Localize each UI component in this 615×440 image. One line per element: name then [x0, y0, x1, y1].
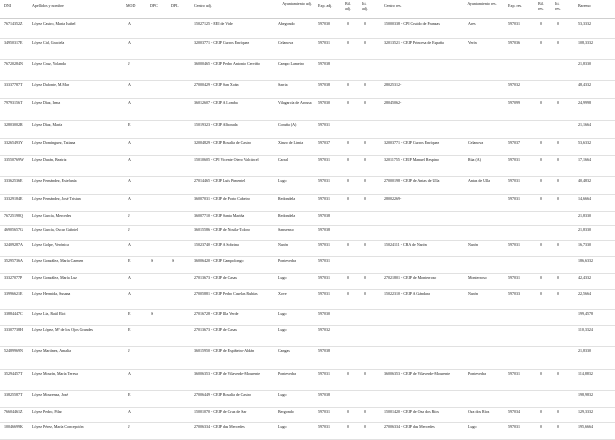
cell-exp-res: 597031 — [508, 276, 520, 280]
cell-exp-res: 597031 — [508, 197, 520, 201]
cell-bil-adj: 0 — [347, 425, 349, 429]
cell-bil-adj: 0 — [347, 410, 349, 414]
cell-name: Lóyez González, María Luz — [32, 276, 77, 280]
cell-dni: 33307738H — [4, 328, 23, 332]
cell-mod: J — [128, 214, 130, 218]
cell-exp-adj: 597031 — [318, 372, 330, 376]
cell-centro-res: 27000198 - CEIP de Antas de Ulla — [384, 179, 440, 183]
cell-mod: E — [128, 259, 131, 263]
cell-mod: A — [128, 179, 131, 183]
cell-ayto-adj: Cangas — [278, 349, 290, 353]
cell-iti-adj: 0 — [364, 158, 366, 162]
cell-ayto-adj: Vilagarcía de Arousa — [278, 101, 312, 105]
cell-baremo: 16,7330 — [578, 243, 591, 247]
cell-mod: J — [128, 62, 130, 66]
cell-dni: 79793156T — [4, 101, 23, 105]
cell-centro-adj: 36006420 - CEIP Campolongo — [194, 259, 244, 263]
cell-centro-adj: 36015586 - CEIP de Nosila-Toloro — [194, 228, 251, 232]
cell-bil-res: 0 — [540, 425, 542, 429]
cell-dni: 34950317E — [4, 41, 23, 45]
cell-ayto-adj: Sanxenxo — [278, 228, 294, 232]
table-row — [0, 390, 615, 408]
cell-iti-adj: 0 — [364, 83, 366, 87]
cell-iti-adj: 0 — [364, 197, 366, 201]
cell-iti-adj: 0 — [364, 410, 366, 414]
cell-exp-adj: 597031 — [318, 410, 330, 414]
cell-baremo: 42,4332 — [578, 276, 591, 280]
cell-mod: E — [128, 312, 131, 316]
cell-bil-adj: 0 — [347, 292, 349, 296]
cell-ayto-adj: Bergondo — [278, 410, 294, 414]
cell-baremo: 110,3324 — [578, 328, 593, 332]
table-row — [0, 309, 615, 326]
cell-iti-res: 0 — [557, 243, 559, 247]
cell-bil-res: 0 — [540, 141, 542, 145]
cell-centro-adj: 27016728 - CEIP Illa Verde — [194, 312, 239, 316]
cell-exp-adj: 597031 — [318, 179, 330, 183]
cell-centro-res: 27006334 - CEIP das Mercedes — [384, 425, 435, 429]
cell-exp-res: 597031 — [508, 179, 520, 183]
table-row — [0, 98, 615, 121]
table-row — [0, 59, 615, 81]
cell-bil-res: 0 — [540, 179, 542, 183]
cell-ayto-res: Lugo — [468, 425, 477, 429]
cell-bil-res: 0 — [540, 276, 542, 280]
cell-dni: 33550769W — [4, 158, 24, 162]
cell-bil-res: 0 — [540, 197, 542, 201]
cell-exp-res: 597031 — [508, 425, 520, 429]
cell-mod: J — [128, 425, 130, 429]
cell-centro-adj: 36007031 - CEIP de Porto Cabeiro — [194, 197, 250, 201]
cell-exp-adj: 597030 — [318, 101, 330, 105]
cell-dpc: S — [151, 259, 154, 263]
cell-centro-res: 15024111 - CRA de Narón — [384, 243, 427, 247]
cell-exp-adj: 597030 — [318, 22, 330, 26]
cell-mod: A — [128, 158, 131, 162]
cell-dni: 32409287A — [4, 243, 23, 247]
cell-name: Lóyez Díaz, María — [32, 123, 63, 127]
cell-bil-res: 0 — [540, 372, 542, 376]
cell-iti-res: 0 — [557, 410, 559, 414]
cell-exp-res: 597031 — [508, 372, 520, 376]
cell-ayto-adj: Lugo — [278, 393, 287, 397]
cell-bil-res: 0 — [540, 41, 542, 45]
cell-bil-adj: 0 — [347, 276, 349, 280]
col-header-iti-adj: Iti. adj. — [362, 1, 368, 11]
cell-iti-res: 0 — [557, 197, 559, 201]
cell-centro-adj: 27006334 - CEIP das Mercedes — [194, 425, 245, 429]
cell-exp-res: 597037 — [508, 141, 520, 145]
cell-ayto-res: Narón — [468, 243, 478, 247]
table-row — [0, 80, 615, 99]
cell-bil-adj: 0 — [347, 179, 349, 183]
cell-name: Lóyez Durán, Beatriz — [32, 158, 67, 162]
table-row — [0, 155, 615, 177]
cell-centro-res: 15000338 - CPI Cruido de Franzas — [384, 22, 440, 26]
table-row — [0, 240, 615, 257]
cell-name: Lóyez Domínguez, Tatiana — [32, 141, 76, 145]
cell-ayto-adj: Lugo — [278, 312, 287, 316]
cell-bil-res: 0 — [540, 101, 542, 105]
cell-name: Lóyez Mourín, María Teresa — [32, 372, 78, 376]
cell-mod: J — [128, 349, 130, 353]
col-header-dpc: DPC — [150, 3, 158, 8]
cell-centro-adj: 15027125 - EEI de Vide — [194, 22, 233, 26]
cell-ayto-res: Rúa (A) — [468, 158, 481, 162]
cell-baremo: 53,3332 — [578, 22, 591, 26]
cell-baremo: 17,1664 — [578, 158, 591, 162]
cell-bil-adj: 0 — [347, 101, 349, 105]
cell-baremo: 24,9998 — [578, 101, 591, 105]
cell-bil-res: 0 — [540, 410, 542, 414]
cell-ayto-adj: Redondela — [278, 197, 296, 201]
cell-exp-adj: 597038 — [318, 214, 330, 218]
col-header-bil-res: Bil. res. — [538, 1, 544, 11]
cell-mod: A — [128, 83, 131, 87]
cell-dni: 52489969N — [4, 349, 23, 353]
cell-iti-adj: 0 — [364, 292, 366, 296]
cell-ayto-res: Ares — [468, 22, 476, 26]
cell-centro-res: 32003771 - CEIP Curros Enríquez — [384, 141, 440, 145]
cell-baremo: 129,3332 — [578, 410, 593, 414]
cell-name: Lóyez Golpe, Verónica — [32, 243, 69, 247]
cell-centro-adj: 36015950 - CEIP de Espiñeiro-Aldán — [194, 349, 255, 353]
cell-bil-adj: 0 — [347, 158, 349, 162]
cell-iti-res: 0 — [557, 372, 559, 376]
cell-name: Lóyez García, Óscar Gabriel — [32, 228, 78, 232]
cell-ayto-adj: Coruña (A) — [278, 123, 297, 127]
cell-baremo: 198,9832 — [578, 393, 593, 397]
cell-exp-adj: 597038 — [318, 349, 330, 353]
cell-exp-adj: 597031 — [318, 158, 330, 162]
cell-exp-adj: 597031 — [318, 259, 330, 263]
cell-name: Lóyez Liz, Raúl Eloi — [32, 312, 66, 316]
cell-ayto-adj: Carral — [278, 158, 288, 162]
cell-dni: 33996621E — [4, 292, 23, 296]
cell-dni: 33884447C — [4, 312, 23, 316]
cell-ayto-adj: Pontevedra — [278, 259, 296, 263]
table-row — [0, 176, 615, 195]
cell-ayto-adj: Narón — [278, 243, 288, 247]
cell-dni: 35294457T — [4, 372, 23, 376]
col-header-exp-res: Exp. res. — [508, 3, 523, 8]
cell-iti-res: 0 — [557, 179, 559, 183]
table-row — [0, 19, 615, 39]
cell-exp-res: 597031 — [508, 243, 520, 247]
cell-name: Lóyez González, María Carmen — [32, 259, 84, 263]
cell-exp-adj: 597038 — [318, 62, 330, 66]
cell-ayto-res: Pontevedra — [468, 372, 486, 376]
cell-name: Lóyez García, Mercedes — [32, 214, 72, 218]
cell-exp-res: 597099 — [508, 101, 520, 105]
cell-centro-adj: 27013673 - CEIP de Casas — [194, 276, 237, 280]
cell-dni: 46905657G — [4, 228, 23, 232]
cell-bil-adj: 0 — [347, 41, 349, 45]
col-header-ayto-res: Ayuntamiento res. — [467, 1, 497, 6]
cell-ayto-adj: Redondela — [278, 214, 296, 218]
cell-centro-adj: 27005881 - CEIP Pedro Caselas Rubías — [194, 292, 258, 296]
cell-mod: A — [128, 292, 131, 296]
cell-centro-adj: 36007710 - CEIP Santa Mariña — [194, 214, 245, 218]
col-header-dni: DNI — [4, 3, 12, 8]
cell-exp-res: 597031 — [508, 158, 520, 162]
col-header-ayto-adj: Ayuntamiento adj. — [282, 1, 312, 6]
cell-iti-adj: 0 — [364, 141, 366, 145]
col-header-name: Apellidos y nombre — [32, 3, 64, 8]
table-row — [0, 225, 615, 241]
cell-dni: 33329184E — [4, 197, 23, 201]
cell-ayto-adj: Lugo — [278, 276, 287, 280]
cell-iti-res: 0 — [557, 22, 559, 26]
cell-ayto-res: Monterroso — [468, 276, 487, 280]
cell-dni: 76604461Z — [4, 410, 23, 414]
cell-ayto-adj: Pontevedra — [278, 372, 296, 376]
cell-iti-adj: 0 — [364, 425, 366, 429]
cell-centro-res: 27021801 - CEIP de Monterroso — [384, 276, 437, 280]
col-header-centro-adj: Centro adj. — [194, 3, 212, 8]
cell-dni: 76714352Z — [4, 22, 23, 26]
cell-centro-adj: 15019323 - CEIP Alborada — [194, 123, 238, 127]
table-row — [0, 422, 615, 440]
cell-baremo: 21,8330 — [578, 349, 591, 353]
cell-baremo: 186,6332 — [578, 259, 593, 263]
cell-dpl: S — [172, 259, 175, 263]
cell-exp-adj: 597031 — [318, 123, 330, 127]
table-row — [0, 289, 615, 310]
cell-mod: E — [128, 328, 131, 332]
cell-ayto-adj: Xinzo de Limia — [278, 141, 304, 145]
cell-exp-adj: 597030 — [318, 312, 330, 316]
cell-exp-adj: 597031 — [318, 41, 330, 45]
cell-baremo: 48,4332 — [578, 83, 591, 87]
cell-ayto-res: Antas de Ulla — [468, 179, 490, 183]
cell-bil-res: 0 — [540, 158, 542, 162]
cell-exp-adj: 597031 — [318, 243, 330, 247]
cell-baremo: 195,6664 — [578, 425, 593, 429]
cell-mod: A — [128, 243, 131, 247]
cell-mod: E — [128, 393, 131, 397]
cell-centro-adj: 36012607 - CEIP A Lomba — [194, 101, 238, 105]
table-row — [0, 256, 615, 274]
cell-dni: 76725198Q — [4, 214, 23, 218]
cell-baremo: 108,3332 — [578, 41, 593, 45]
cell-ayto-adj: Celanova — [278, 41, 294, 45]
cell-dni: 35295736A — [4, 259, 23, 263]
cell-exp-res: 597032 — [508, 83, 520, 87]
cell-dni: 33327077P — [4, 276, 23, 280]
table-row — [0, 138, 615, 156]
cell-centro-res: 28025312- — [384, 83, 402, 87]
cell-centro-res: 28002269- — [384, 197, 402, 201]
cell-centro-res: 32013521 - CEIP Princesa de España — [384, 41, 444, 45]
cell-ayto-res: Oza dos Ríos — [468, 410, 490, 414]
cell-iti-adj: 0 — [364, 101, 366, 105]
cell-centro-res: 15022310 - CEIP A Gándara — [384, 292, 430, 296]
col-header-dpl: DPL — [171, 3, 179, 8]
cell-centro-adj: 27013673 - CEIP de Casas — [194, 328, 237, 332]
cell-exp-res: 597033 — [508, 292, 520, 296]
cell-ayto-adj: Abegondo — [278, 22, 295, 26]
cell-dni: 32803002R — [4, 123, 23, 127]
cell-bil-adj: 0 — [347, 22, 349, 26]
cell-centro-adj: 15010605 - CPI Vicente Otero Valcárcel — [194, 158, 259, 162]
cell-iti-adj: 0 — [364, 22, 366, 26]
cell-mod: A — [128, 372, 131, 376]
cell-dni: 33265493Y — [4, 141, 23, 145]
col-header-exp-adj: Exp. adj. — [318, 3, 333, 8]
cell-iti-adj: 0 — [364, 41, 366, 45]
cell-dni: 33362536E — [4, 179, 23, 183]
cell-bil-adj: 0 — [347, 197, 349, 201]
cell-centro-adj: 36000465 - CEIP Pedro Antonio Cerviño — [194, 62, 260, 66]
cell-exp-res: 597034 — [508, 410, 520, 414]
cell-centro-adj: 15023740 - CEIP A Sobrina — [194, 243, 239, 247]
cell-dni: 33337787T — [4, 83, 23, 87]
table-row — [0, 325, 615, 347]
cell-iti-res: 0 — [557, 276, 559, 280]
cell-name: Lóyez Díaz, Irma — [32, 101, 61, 105]
cell-ayto-adj: Lugo — [278, 328, 287, 332]
cell-exp-adj: 597032 — [318, 328, 330, 332]
cell-name: Lóyez Martínez, Amalia — [32, 349, 71, 353]
cell-centro-res: 28045062- — [384, 101, 402, 105]
cell-bil-adj: 0 — [347, 372, 349, 376]
cell-exp-adj: 597037 — [318, 141, 330, 145]
cell-iti-res: 0 — [557, 41, 559, 45]
cell-mod: A — [128, 141, 131, 145]
table-row — [0, 346, 615, 370]
cell-ayto-adj: Sarria — [278, 83, 288, 87]
cell-mod: J — [128, 228, 130, 232]
table-row — [0, 273, 615, 290]
cell-baremo: 21,8330 — [578, 62, 591, 66]
col-header-bil-adj: Bil. adj. — [345, 1, 351, 11]
table-row — [0, 38, 615, 60]
cell-ayto-res: Celanova — [468, 141, 484, 145]
cell-bil-res: 0 — [540, 292, 542, 296]
cell-name: Lóyez Hermida, Susana — [32, 292, 71, 296]
cell-dni: 76720284N — [4, 62, 23, 66]
cell-bil-adj: 0 — [347, 83, 349, 87]
cell-centro-adj: 32003771 - CEIP Curros Enríquez — [194, 41, 250, 45]
cell-exp-adj: 597031 — [318, 276, 330, 280]
cell-ayto-res: Verín — [468, 41, 477, 45]
cell-name: Lóyez Fernández, José Tristan — [32, 197, 81, 201]
cell-ayto-adj: Xove — [278, 292, 287, 296]
cell-baremo: 21,8330 — [578, 214, 591, 218]
cell-exp-adj: 597031 — [318, 425, 330, 429]
cell-baremo: 53,6332 — [578, 141, 591, 145]
cell-iti-res: 0 — [557, 158, 559, 162]
cell-iti-adj: 0 — [364, 243, 366, 247]
cell-baremo: 199,4578 — [578, 312, 593, 316]
cell-ayto-res: Narón — [468, 292, 478, 296]
cell-name: Lóyez Mourenza, José — [32, 393, 69, 397]
cell-mod: A — [128, 22, 131, 26]
cell-dpc: S — [151, 312, 154, 316]
cell-exp-adj: 597038 — [318, 393, 330, 397]
cell-name: Lóyez Cruz, Yolanda — [32, 62, 66, 66]
cell-bil-adj: 0 — [347, 141, 349, 145]
col-header-iti-res: Iti. res. — [555, 1, 561, 11]
col-header-centro-res: Centro res. — [384, 3, 402, 8]
cell-iti-res: 0 — [557, 101, 559, 105]
cell-mod: A — [128, 41, 131, 45]
cell-name: Lóyez Dafonte, M.Mar — [32, 83, 70, 87]
cell-iti-res: 0 — [557, 425, 559, 429]
cell-ayto-adj: Campo Lameiro — [278, 62, 305, 66]
cell-centro-adj: 27014465 - CEIP Luís Pimentel — [194, 179, 246, 183]
cell-iti-adj: 0 — [364, 179, 366, 183]
cell-centro-res: 32011755 - CEIP Manuel Respino — [384, 158, 440, 162]
cell-ayto-adj: Lugo — [278, 425, 287, 429]
cell-bil-adj: 0 — [347, 243, 349, 247]
table-row — [0, 120, 615, 139]
cell-centro-adj: 27006449 - CEIP Rosalía de Castro — [194, 393, 252, 397]
cell-name: Lóyez Fernández, Estefanía — [32, 179, 77, 183]
cell-bil-res: 0 — [540, 22, 542, 26]
cell-iti-adj: 0 — [364, 372, 366, 376]
table-row — [0, 211, 615, 226]
cell-baremo: 114,8832 — [578, 372, 593, 376]
cell-exp-adj: 597031 — [318, 197, 330, 201]
cell-dni: 10046699K — [4, 425, 23, 429]
cell-iti-res: 0 — [557, 292, 559, 296]
cell-baremo: 21,8330 — [578, 228, 591, 232]
table-row — [0, 369, 615, 391]
cell-baremo: 22,5664 — [578, 292, 591, 296]
table-row — [0, 407, 615, 423]
cell-centro-adj: 27000429 - CEIP San Xoán — [194, 83, 239, 87]
cell-bil-res: 0 — [540, 243, 542, 247]
cell-name: Lóyez Pedro, Pilar — [32, 410, 62, 414]
cell-baremo: 14,6664 — [578, 197, 591, 201]
cell-name: Lóyez Pérez, María Concepción — [32, 425, 84, 429]
cell-ayto-adj: Lugo — [278, 179, 287, 183]
cell-centro-res: 36006353 - CEIP de Vilaverde-Mourente — [384, 372, 450, 376]
cell-baremo: 40,4832 — [578, 179, 591, 183]
cell-exp-res: 597031 — [508, 22, 520, 26]
cell-mod: A — [128, 197, 131, 201]
cell-dni: 33825587T — [4, 393, 23, 397]
table-row — [0, 194, 615, 212]
cell-mod: A — [128, 101, 131, 105]
cell-centro-adj: 36006353 - CEIP de Vilaverde-Mourente — [194, 372, 260, 376]
table-header-row — [0, 0, 615, 19]
cell-exp-adj: 597038 — [318, 228, 330, 232]
cell-centro-adj: 32004829 - CEIP Rosalía de Castro — [194, 141, 252, 145]
cell-mod: E — [128, 123, 131, 127]
cell-exp-res: 597036 — [508, 41, 520, 45]
cell-iti-adj: 0 — [364, 276, 366, 280]
cell-iti-res: 0 — [557, 141, 559, 145]
cell-name: Lóyez López, Mª de los Ojos Grandes — [32, 328, 93, 332]
cell-centro-res: 15001420 - CEIP de Oza dos Ríos — [384, 410, 439, 414]
cell-exp-adj: 597038 — [318, 83, 330, 87]
cell-name: Lóyez Cid, Graciela — [32, 41, 65, 45]
cell-exp-adj: 597031 — [318, 292, 330, 296]
col-header-baremo: Baremo — [578, 3, 591, 8]
col-header-mod: MOD — [126, 3, 136, 8]
cell-mod: A — [128, 410, 131, 414]
cell-centro-adj: 15001070 - CEIP de Cruz de Sar — [194, 410, 247, 414]
cell-mod: A — [128, 276, 131, 280]
cell-baremo: 21,1664 — [578, 123, 591, 127]
cell-name: Lóyez Castro, Maria Isabel — [32, 22, 76, 26]
